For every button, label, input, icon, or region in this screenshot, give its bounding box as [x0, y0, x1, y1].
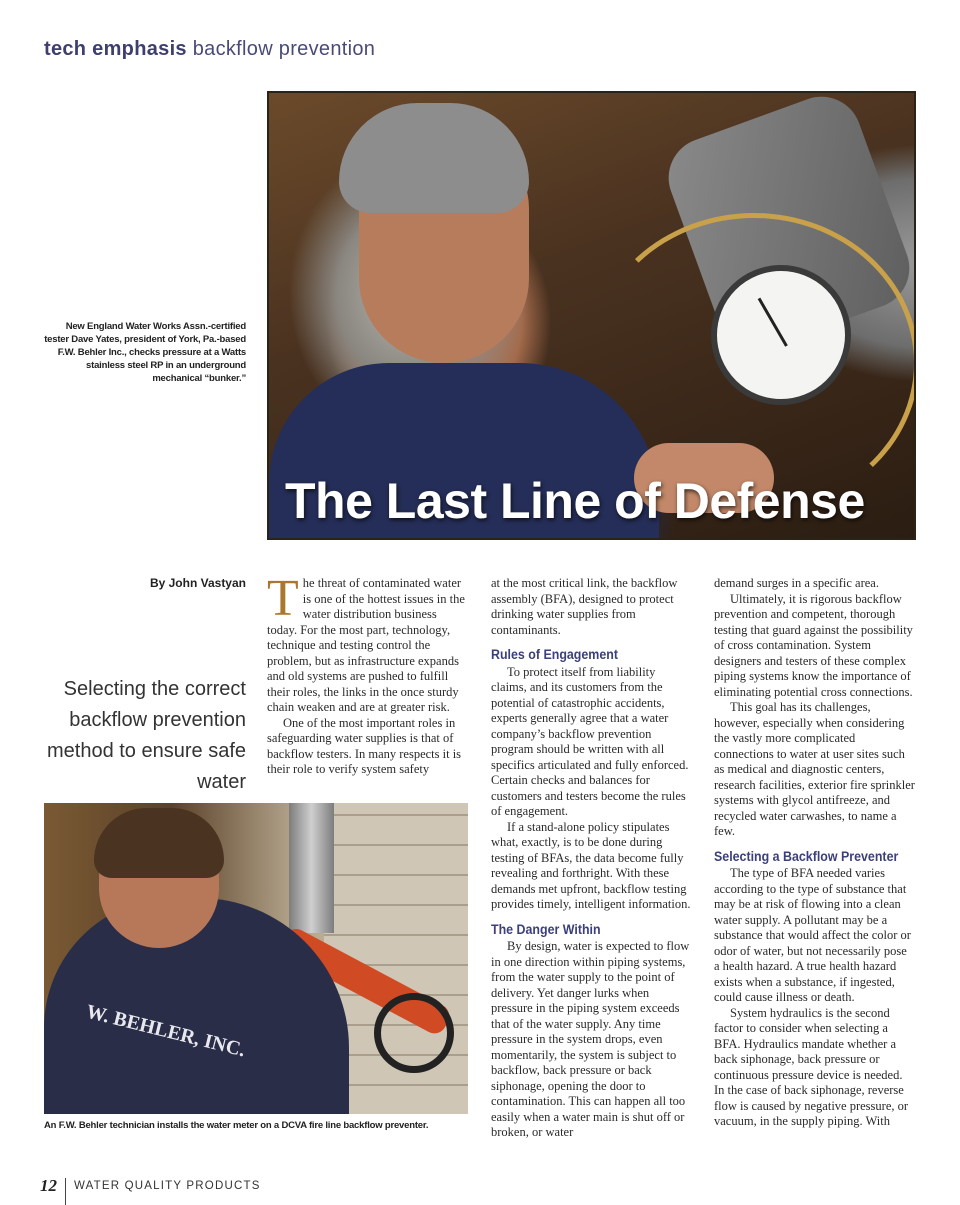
- paragraph: The threat of contaminated water is one of the hottest issues in the water distribution business today. For the most part, technology, technique and testing control the problem, but as infrastructure expands and old systems are pushed to fulfill their roles, the links in the once sturdy chain weaken and are at greater risk.: [267, 570, 465, 714]
- paragraph: One of the most important roles in safeguarding water supplies is that of backflow testers. In many respects it is their role to verify system safety: [267, 715, 462, 776]
- footer-divider: [65, 1178, 66, 1205]
- paragraph: The type of BFA needed varies according to the type of substance that may be at risk of flowing into a clean water supply. A pollutant may be a substance that would affect the color or odor of water, but not necessarily pose a health hazard. A true health hazard exists when a substance, if ingested, could cause illness or death.: [714, 866, 911, 1004]
- valve-wheel-shape: [374, 993, 454, 1073]
- page-footer: [40, 1168, 261, 1204]
- paragraph: System hydraulics is the second factor to consider when selecting a BFA. Hydraulics mandate whether a back siphonage, back pressure or continuous pressure device is needed. In the case of back siphonage, reverse flow is caused by negative pressure, or vacuum, in the supply piping. With: [714, 1005, 909, 1128]
- section-label-topic: backflow prevention: [192, 38, 376, 60]
- article-column-3: [714, 576, 915, 1130]
- paragraph: To protect itself from liability claims, and its customers from the potential of catastrophic accidents, experts generally agree that a water company’s backflow prevention program should be written with all specifics articulated and fully enforced. Certain checks and balances for customers and testers become the rules of engagement.: [491, 664, 689, 818]
- drop-cap: T: [267, 570, 299, 627]
- deck-subheadline: Selecting the correct backflow prevention method to ensure safe water: [46, 678, 246, 793]
- byline: By John Vastyan: [149, 576, 246, 590]
- article-headline: The Last Line of Defense: [285, 473, 865, 529]
- paragraph: Ultimately, it is rigorous backflow prevention and competent, thorough testing that guard against the possibility of cross contamination. System designers and testers of these complex piping systems know the importance of eliminating potential cross connections.: [714, 591, 913, 699]
- article-column-2: [491, 576, 692, 1141]
- pressure-gauge-image: [711, 265, 851, 405]
- subheading-rules-of-engagement: Rules of Engagement: [491, 647, 618, 662]
- technician-hair: [94, 808, 224, 878]
- page-number: 12: [40, 1176, 57, 1195]
- shirt-logo: [56, 988, 248, 1098]
- subheading-selecting-backflow-preventer: Selecting a Backflow Preventer: [714, 848, 899, 864]
- paragraph: demand surges in a specific area.: [714, 576, 879, 590]
- hero-person-hair: [339, 103, 529, 213]
- publication-name: WATER QUALITY PRODUCTS: [74, 1180, 261, 1192]
- technician-photo-caption: An F.W. Behler technician installs the water meter on a DCVA fire line backflow preventer.: [44, 1120, 429, 1131]
- paragraph: This goal has its challenges, however, especially when considering the vastly more complicated connections to water at user sites such as medical and diagnostic centers, research facilities, exterior fire sprinkler systems with glycol antifreeze, and recycled water carwashes, to name a few.: [714, 700, 915, 838]
- paragraph: at the most critical link, the backflow assembly (BFA), designed to protect drinking water supplies from contaminants.: [491, 576, 678, 637]
- article-column-1: [267, 570, 468, 778]
- paragraph: If a stand-alone policy stipulates what, exactly, is to be done during testing of BFAs, the data become fully revealing and forthright. With these demands met upfront, backflow testing provides timely, intelligent information.: [491, 819, 691, 911]
- hero-photo-caption: New England Water Works Assn.-certified tester Dave Yates, president of York, Pa.-based F.W. Behler Inc., checks pressure at a Watts stainless steel RP in an underground mechanical “bunker.”: [44, 321, 246, 384]
- section-label-bold: tech emphasis: [44, 38, 187, 60]
- subheading-danger-within: The Danger Within: [491, 921, 601, 937]
- technician-photo: [44, 803, 468, 1114]
- steel-pipe-shape: [289, 803, 334, 933]
- paragraph: By design, water is expected to flow in one direction within piping systems, from the water supply to the point of delivery. Yet danger lurks when pressure in the piping system exceeds that of the water supply. Any time pressure in the system drops, even momentarily, the system is subject to backflow, back pressure or back siphonage, opening the door to contamination. This can happen all too easily when a water main is shut off or broken, or water: [491, 939, 690, 1139]
- shirt-logo-text: W. BEHLER, INC.: [83, 1000, 248, 1062]
- hero-photo: [267, 91, 916, 540]
- section-label: [44, 38, 375, 61]
